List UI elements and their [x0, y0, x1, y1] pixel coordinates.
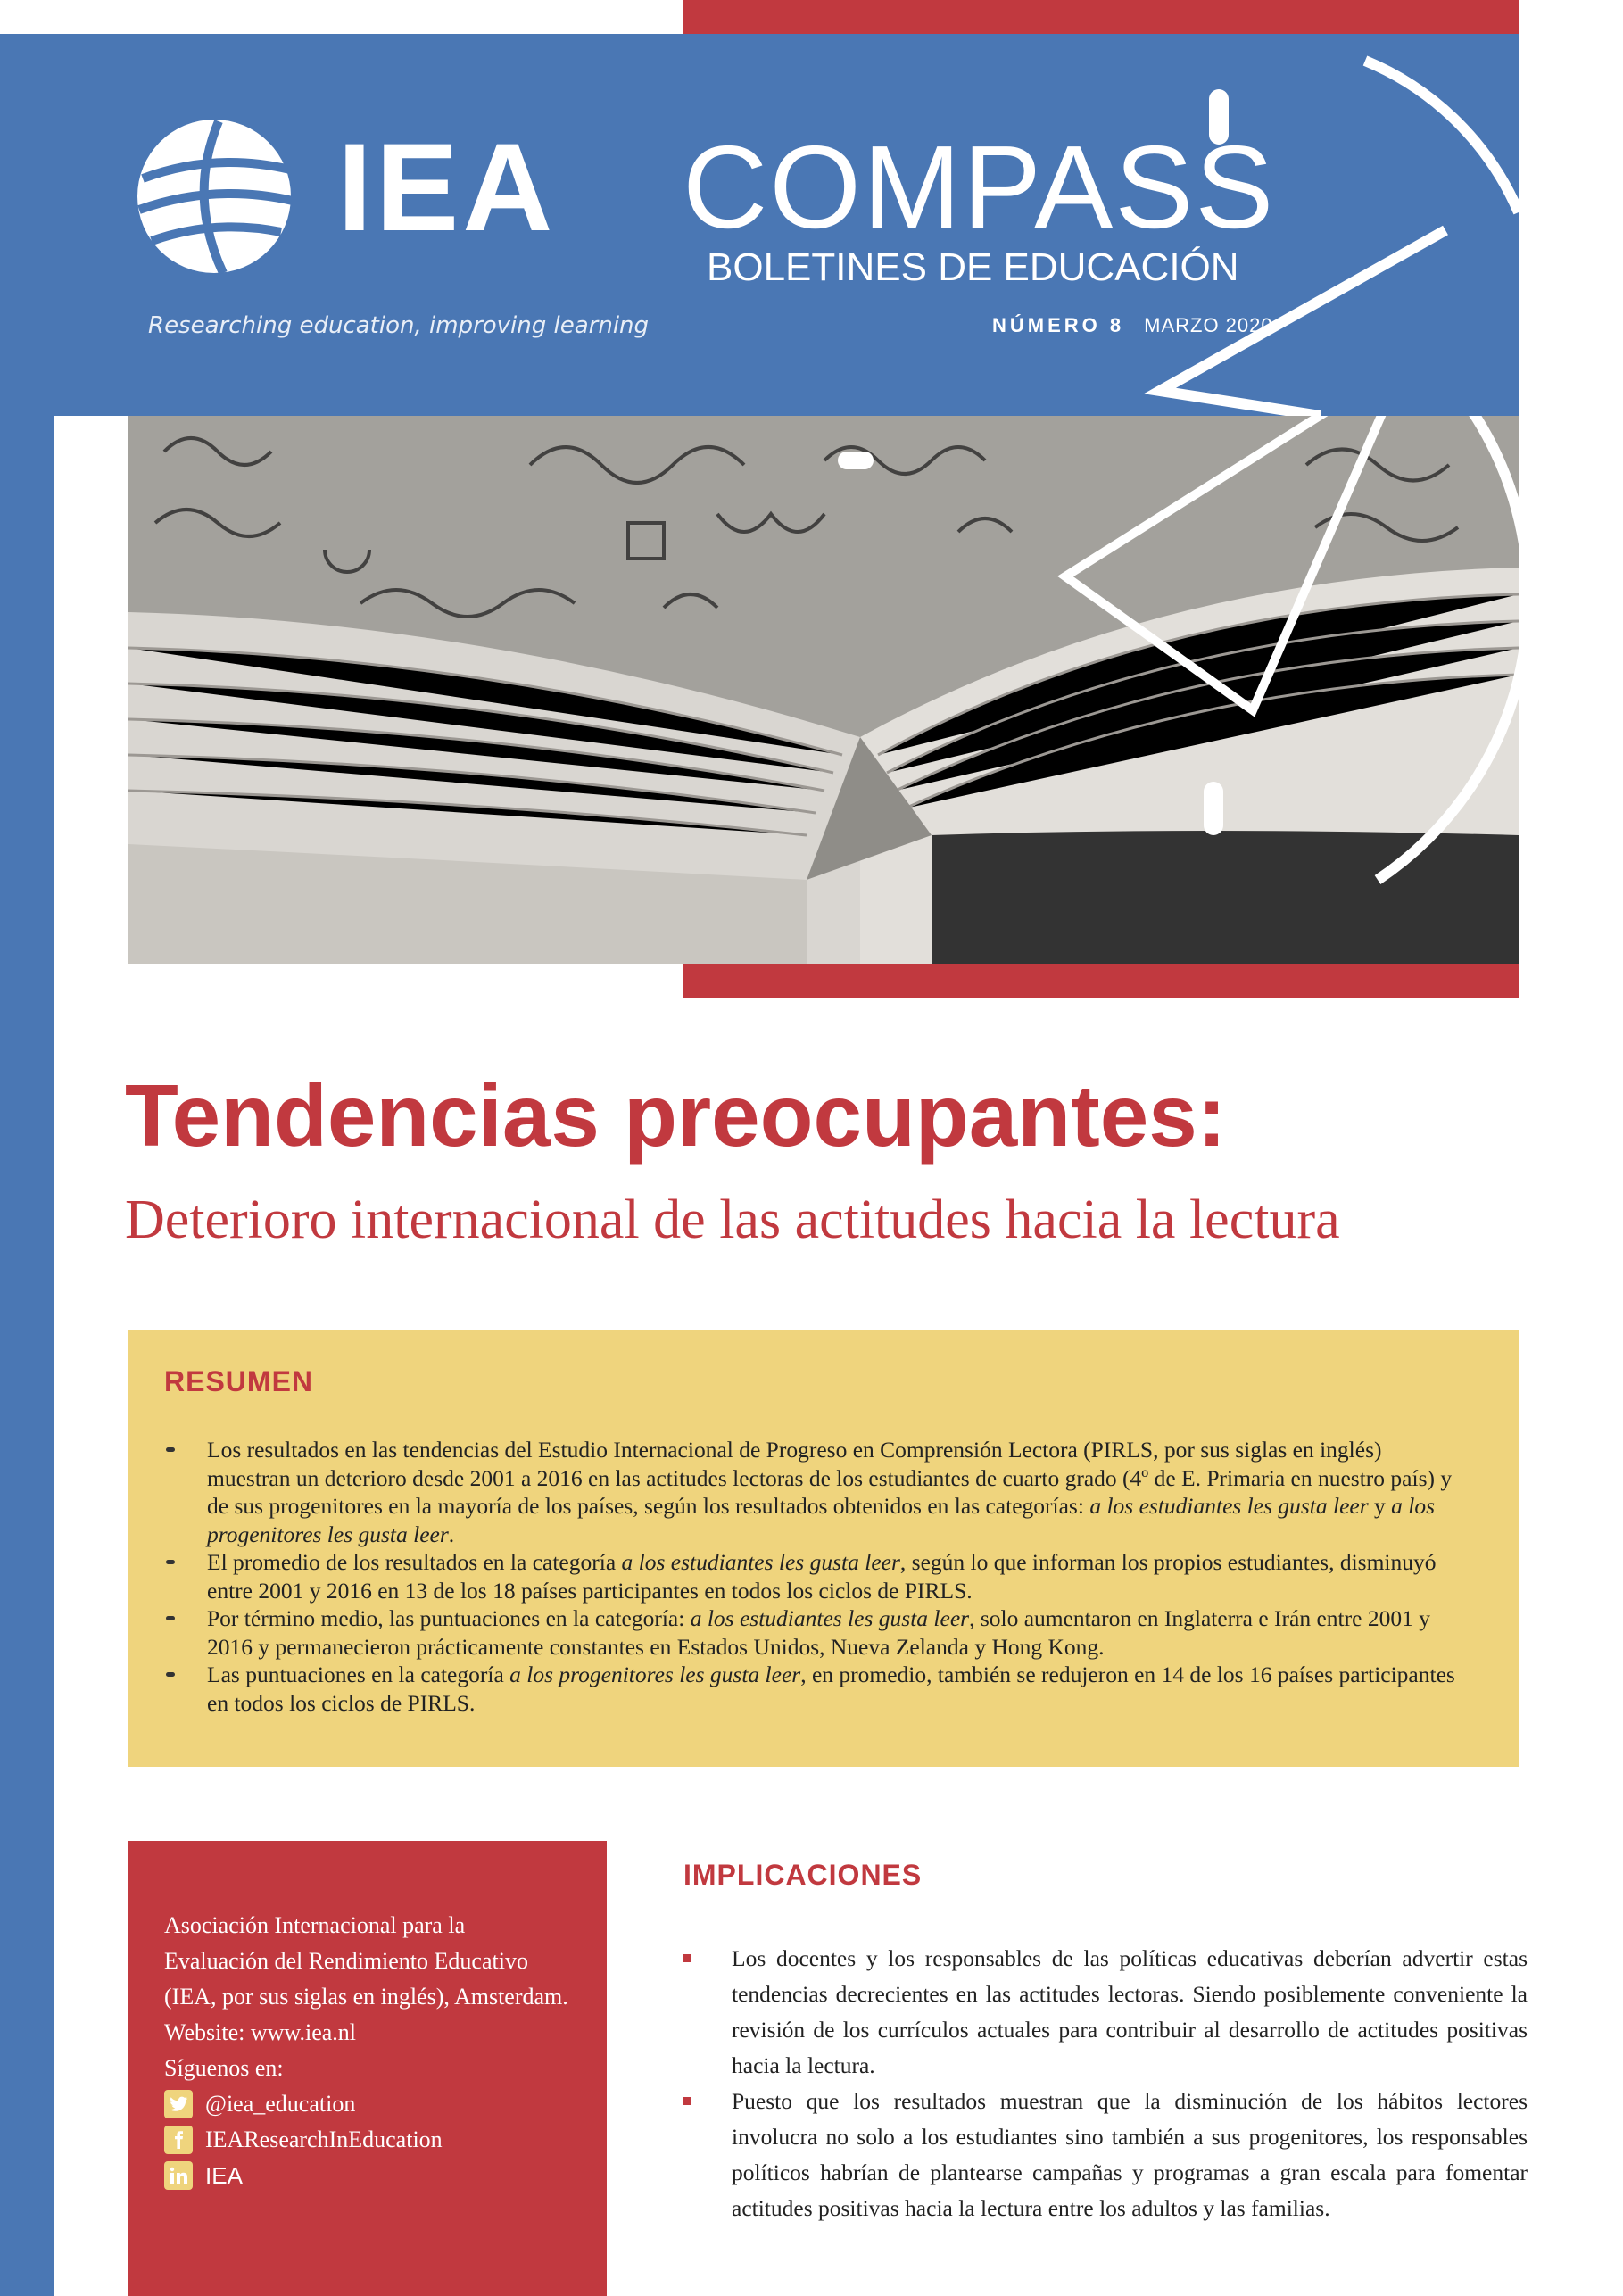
summary-list [164, 1436, 1483, 1717]
implications-section [683, 1859, 1528, 2226]
header-red-bar-bottom [683, 964, 1519, 998]
compass-title: COMPASS [683, 121, 1276, 253]
issue-number: NÚMERO 8 [992, 314, 1125, 336]
iea-globe-icon [134, 116, 294, 277]
twitter-link[interactable] [164, 2086, 571, 2122]
sidebar-contact [128, 1841, 607, 2296]
open-book-illustration [128, 416, 1519, 964]
main-title: Tendencias preocupantes: [125, 1066, 1227, 1165]
follow-label: Síguenos en: [164, 2055, 284, 2081]
summary-box [128, 1330, 1519, 1767]
linkedin-handle: IEA [205, 2162, 243, 2189]
implication-item: Puesto que los resultados muestran que la disminución de los hábitos lectores involucra no solo a los estudiantes sino también a sus progenitores, los responsables políticos habrían de plantearse campañas y programas a gran escala para fomentar actitudes positivas hacia la lectura entre los adultos y las familias. [732, 2084, 1528, 2226]
about-text: Asociación Internacional para la Evaluación del Rendimiento Educativo (IEA, por sus siglas en inglés), Amsterdam. Website: www.iea.nl [164, 1912, 568, 2045]
header-red-bar-top [683, 0, 1519, 34]
summary-item: El promedio de los resultados en la categoría a los estudiantes les gusta leer, según lo que informan los propios estudiantes, disminuyó entre 2001 y 2016 en 13 de los 18 países participantes en todos los ciclos de PIRLS. [207, 1548, 1470, 1604]
issue-info [992, 314, 1273, 337]
twitter-handle: @iea_education [205, 2091, 356, 2117]
left-blue-stripe [0, 416, 54, 2296]
summary-item: Por término medio, las puntuaciones en la categoría: a los estudiantes les gusta leer, solo aumentaron en Inglaterra e Irán entre 2001 y 2016 y permanecieron prácticamente constantes en Estados Unidos, Nueva Zelanda y Hong Kong. [207, 1604, 1470, 1661]
twitter-icon [164, 2090, 193, 2118]
implications-heading: IMPLICACIONES [683, 1859, 923, 1891]
linkedin-link[interactable] [164, 2158, 571, 2193]
facebook-icon [164, 2126, 193, 2154]
linkedin-icon [164, 2161, 193, 2190]
iea-tagline: Researching education, improving learning [148, 312, 650, 339]
implications-list [683, 1941, 1528, 2226]
compass-subtitle: BOLETINES DE EDUCACIÓN [707, 245, 1239, 289]
facebook-handle: IEAResearchInEducation [205, 2126, 443, 2152]
cover-photo-open-book [128, 416, 1519, 964]
issue-date: MARZO 2020 [1144, 314, 1273, 336]
facebook-link[interactable] [164, 2122, 571, 2158]
summary-item: Las puntuaciones en la categoría a los progenitores les gusta leer, en promedio, también se redujeron en 14 de los 16 países participantes en todos los ciclos de PIRLS. [207, 1661, 1470, 1717]
summary-item: Los resultados en las tendencias del Estudio Internacional de Progreso en Comprensión Lectora (PIRLS, por sus siglas en inglés) muestran un deterioro desde 2001 a 2016 en las actitudes lectoras de los estudiantes de cuarto grado (4º de E. Primaria en nuestro país) y de sus progenitores en la mayoría de los países, según los resultados obtenidos en las categorías: a los estudiantes les gusta leer y a los progenitores les gusta leer. [207, 1436, 1470, 1548]
implication-item: Los docentes y los responsables de las políticas educativas deberían advertir estas tendencias decrecientes en las actitudes lectoras. Siendo posiblemente conveniente la revisión de los currículos actuales para contribuir al desarrollo de actitudes positivas hacia la lectura. [732, 1941, 1528, 2084]
subtitle: Deterioro internacional de las actitudes hacia la lectura [125, 1189, 1340, 1250]
summary-heading: RESUMEN [164, 1365, 314, 1397]
iea-logo-text: IEA [337, 117, 557, 257]
